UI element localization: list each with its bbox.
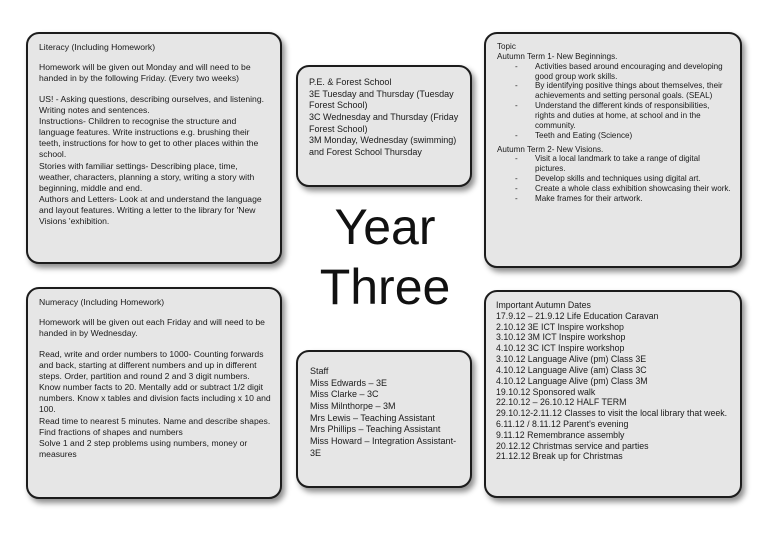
list-item: - Teeth and Eating (Science) bbox=[525, 131, 731, 141]
pe-heading: P.E. & Forest School bbox=[309, 77, 392, 87]
important-dates-panel bbox=[484, 290, 742, 498]
date-entry: 19.10.12 Sponsored walk bbox=[496, 386, 596, 397]
date-entry: 20.12.12 Christmas service and parties bbox=[496, 440, 649, 451]
date-entry: 2.10.12 3E ICT Inspire workshop bbox=[496, 321, 624, 332]
date-entry: 21.12.12 Break up for Christmas bbox=[496, 451, 623, 462]
literacy-unit: Stories with familiar settings- Describing place, time, weather, characters, planning a story, writing a story with beginning, middle and end. bbox=[39, 160, 255, 193]
pe-class-schedule: 3C Wednesday and Thursday (Friday Forest School) bbox=[309, 112, 459, 134]
date-entry: 4.10.12 Language Alive (am) Class 3C bbox=[496, 364, 647, 375]
literacy-unit: Authors and Letters- Look at and understand the language and layout features. Writing a letter to the library for 'New Visions 'exhibition. bbox=[39, 194, 262, 227]
literacy-homework-text: Homework will be given out Monday and will need to be handed in by the following Friday. (Every two weeks) bbox=[39, 62, 251, 84]
page-title-line: Three bbox=[319, 259, 451, 315]
staff-member: Miss Edwards – 3E bbox=[310, 377, 388, 388]
term1-heading: Autumn Term 1- New Beginnings. bbox=[497, 51, 618, 61]
date-entry: 9.11.12 Remembrance assembly bbox=[496, 429, 625, 440]
numeracy-unit: Know number facts to 20. Mentally add or subtract 1/2 digit numbers. Know x tables and division facts including x 10 and 100. bbox=[39, 382, 271, 415]
numeracy-unit: Read time to nearest 5 minutes. Name and describe shapes. Find fractions of shapes and numbers bbox=[39, 415, 271, 437]
date-entry: 17.9.12 – 21.9.12 Life Education Caravan bbox=[496, 310, 659, 321]
date-entry: 4.10.12 Language Alive (pm) Class 3M bbox=[496, 375, 648, 386]
literacy-panel bbox=[26, 32, 282, 264]
list-item: - Develop skills and techniques using digital art. bbox=[525, 174, 731, 184]
numeracy-panel bbox=[26, 287, 282, 499]
pe-class-schedule: 3M Monday, Wednesday (swimming) and Forest School Thursday bbox=[309, 135, 457, 158]
date-entry: 4.10.12 3C ICT Inspire workshop bbox=[496, 343, 625, 354]
literacy-unit: Instructions- Children to recognise the structure and language features. Write instructions e.g. brushing their teeth, instructions for how to get to other places within the school. bbox=[39, 115, 259, 160]
numeracy-homework-text: Homework will be given out each Friday and will need to be handed in by Wednesday. bbox=[39, 317, 265, 339]
staff-member: Miss Clarke – 3C bbox=[310, 389, 379, 400]
list-item: - Understand the different kinds of responsibilities, rights and duties at home, at school and in the community. bbox=[525, 101, 731, 131]
date-entry: 6.11.12 / 8.11.12 Parent's evening bbox=[496, 418, 629, 429]
term2-heading: Autumn Term 2- New Visions. bbox=[497, 144, 604, 154]
topic-heading: Topic bbox=[497, 42, 516, 51]
date-entry: 29.10.12-2.11.12 Classes to visit the local library that week. bbox=[496, 408, 728, 419]
date-entry: 3.10.12 Language Alive (pm) Class 3E bbox=[496, 354, 647, 365]
numeracy-unit: Read, write and order numbers to 1000- Counting forwards and back, starting at different numbers and up in different steps. Order, partition and round 2 and 3 digit numbers. bbox=[39, 348, 264, 381]
page-title-line: Year bbox=[334, 199, 436, 255]
topic-panel bbox=[484, 32, 742, 268]
staff-member: Miss Howard – Integration Assistant- 3E bbox=[310, 436, 457, 458]
staff-heading: Staff bbox=[310, 366, 329, 376]
literacy-heading: Literacy (Including Homework) bbox=[39, 42, 156, 52]
pe-class-schedule: 3E Tuesday and Thursday (Tuesday Forest School) bbox=[309, 88, 454, 111]
list-item: - Activities based around encouraging and developing good group work skills. bbox=[525, 62, 731, 82]
staff-member: Mrs Lewis – Teaching Assistant bbox=[310, 412, 435, 423]
term2-list bbox=[497, 154, 731, 203]
staff-member: Miss Milnthorpe – 3M bbox=[310, 401, 396, 412]
date-entry: 22.10.12 – 26.10.12 HALF TERM bbox=[496, 397, 627, 408]
staff-member: Mrs Phillips – Teaching Assistant bbox=[310, 424, 441, 435]
list-item: - Create a whole class exhibition showcasing their work. bbox=[525, 184, 731, 194]
numeracy-unit: Solve 1 and 2 step problems using numbers, money or measures bbox=[39, 437, 248, 460]
page-title bbox=[300, 197, 470, 317]
dates-heading: Important Autumn Dates bbox=[496, 300, 591, 310]
literacy-unit: US! - Asking questions, describing ourselves, and listening. Writing notes and sentences. bbox=[39, 93, 264, 115]
list-item: - By identifying positive things about themselves, their achievements and setting personal goals. (SEAL) bbox=[525, 81, 731, 101]
term1-list bbox=[497, 62, 731, 141]
numeracy-heading: Numeracy (Including Homework) bbox=[39, 297, 165, 307]
pe-forest-school-panel bbox=[296, 65, 472, 187]
list-item: - Visit a local landmark to take a range of digital pictures. bbox=[525, 154, 731, 174]
date-entry: 3.10.12 3M ICT Inspire workshop bbox=[496, 332, 626, 343]
staff-panel bbox=[296, 350, 472, 488]
list-item: - Make frames for their artwork. bbox=[525, 194, 731, 204]
